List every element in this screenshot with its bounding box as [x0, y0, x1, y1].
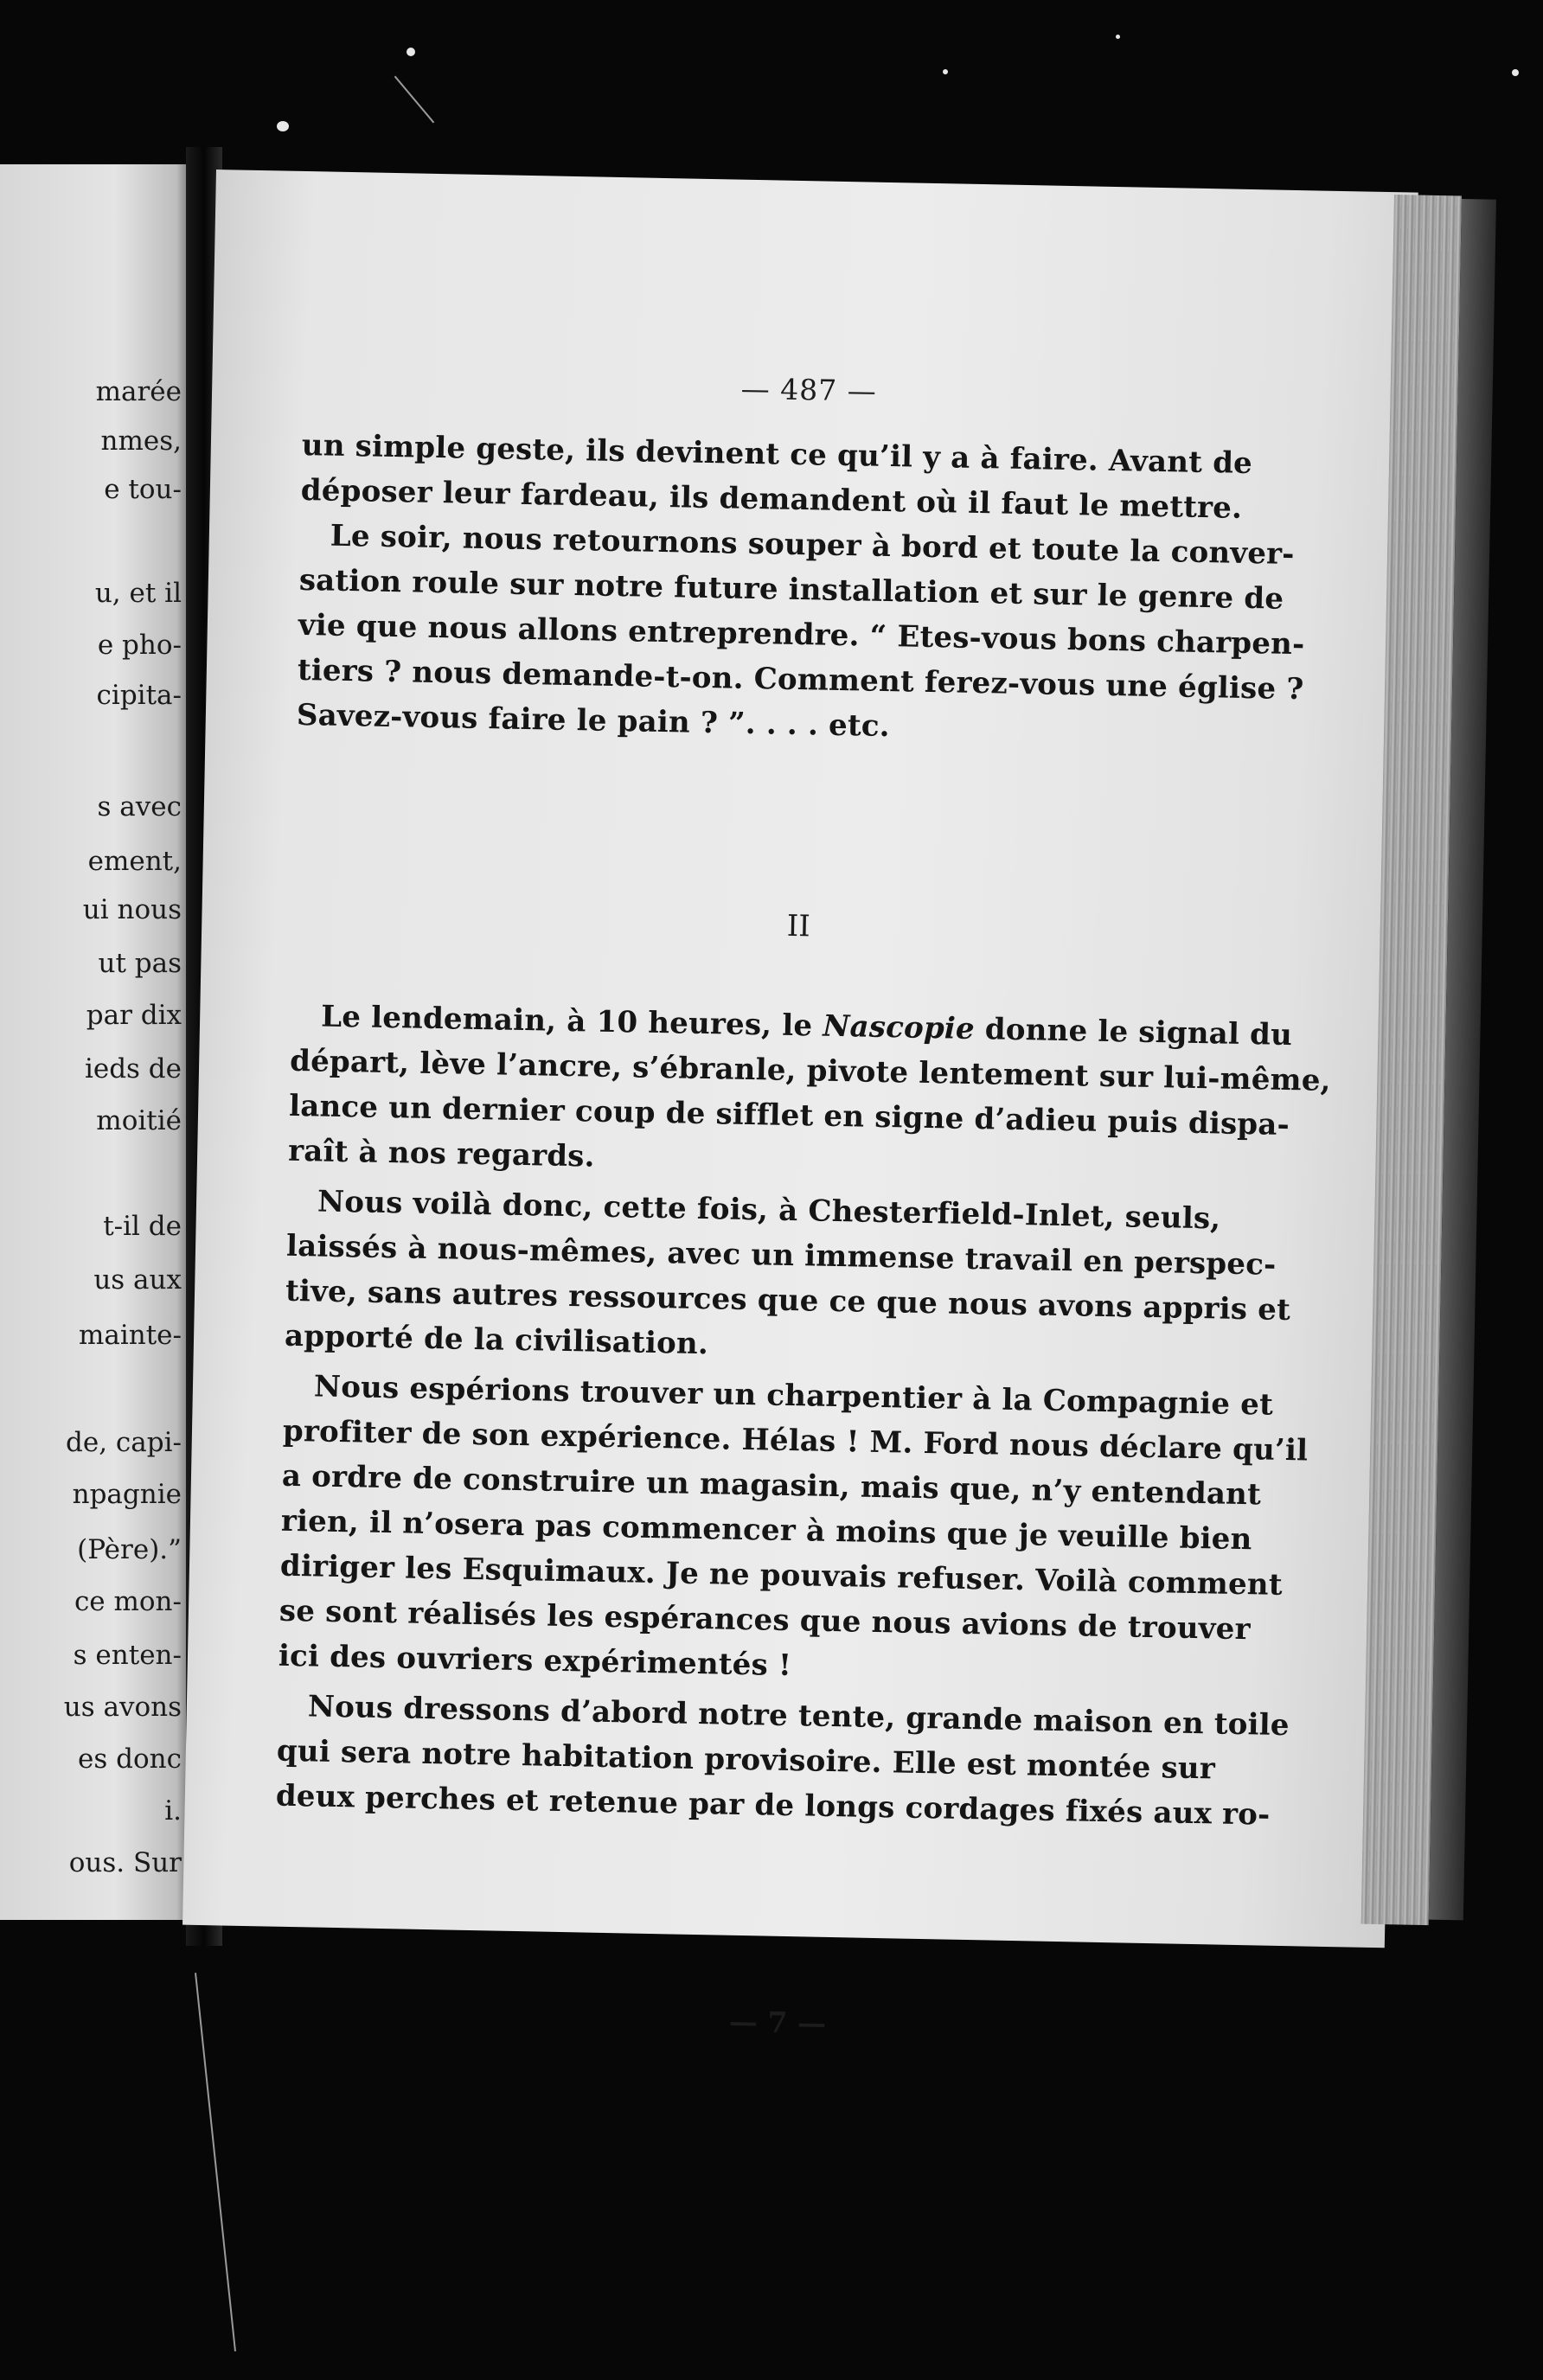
text-line: lance un dernier coup de sifflet en signe d’adieu puis dispa-	[288, 1088, 1290, 1143]
left-page-line: (Père).”	[77, 1534, 182, 1565]
text-line: qui sera notre habitation provisoire. Elle est montée sur	[276, 1733, 1216, 1787]
text-line: tive, sans autres ressources que ce que nous avons appris et	[285, 1273, 1291, 1328]
text-line: Nous dressons d’abord notre tente, grande maison en toile	[307, 1689, 1290, 1743]
left-page-line: npagnie	[72, 1479, 182, 1510]
text-line: se sont réalisés les espérances que nous avions de trouver	[279, 1593, 1252, 1647]
left-page-line: us aux	[93, 1264, 182, 1296]
text-line: un simple geste, ils devinent ce qu’il y a à faire. Avant de	[301, 427, 1253, 482]
text-line: rien, il n’osera pas commencer à moins que je veuille bien	[280, 1503, 1252, 1558]
dust-speck	[1116, 35, 1120, 39]
text-line: diriger les Esquimaux. Je ne pouvais refuser. Voilà comment	[279, 1548, 1284, 1603]
text-line: a ordre de construire un magasin, mais que, n’y entendant	[281, 1458, 1262, 1513]
text-line: apporté de la civilisation.	[284, 1318, 709, 1362]
text-line: départ, lève l’ancre, s’ébranle, pivote lentement sur lui-même,	[289, 1043, 1332, 1098]
ship-name: Nascopie	[822, 1008, 976, 1047]
dust-speck	[1512, 69, 1519, 76]
text-run: Le lendemain, à 10 heures, le	[320, 999, 823, 1044]
book-page	[182, 170, 1418, 2040]
left-page-line: s enten-	[73, 1640, 182, 1671]
left-page-line: de, capi-	[66, 1427, 182, 1458]
left-page-line: ce mon-	[74, 1586, 182, 1617]
dust-speck	[407, 48, 415, 56]
left-page-line: moitié	[96, 1105, 182, 1136]
text-line: Nous voilà donc, cette fois, à Chesterfield-Inlet, seuls,	[317, 1184, 1221, 1237]
left-page-line: ieds de	[84, 1053, 182, 1084]
dust-speck	[943, 69, 948, 74]
left-page-line: e tou-	[104, 474, 182, 505]
left-page-line: marée	[95, 376, 182, 407]
left-page-line: mainte-	[78, 1320, 182, 1351]
left-page-line: us avons	[63, 1692, 182, 1723]
left-page-line: es donc	[78, 1743, 182, 1775]
text-line: vie que nous allons entreprendre. “ Etes-vous bons charpen-	[298, 607, 1305, 662]
left-page-line: ous. Sur	[68, 1847, 182, 1878]
left-page-line: ement,	[87, 846, 182, 877]
text-line: déposer leur fardeau, ils demandent où il faut le mettre.	[300, 472, 1243, 526]
left-page-line: u, et il	[94, 578, 182, 609]
text-line: tiers ? nous demande-t-on. Comment ferez-vous une église ?	[297, 652, 1304, 707]
left-page-line: cipita-	[96, 680, 182, 711]
text-line: raît à nos regards.	[287, 1133, 596, 1174]
text-line: profiter de son expérience. Hélas ! M. Ford nous déclare qu’il	[282, 1413, 1309, 1468]
left-page-line: ut pas	[98, 948, 182, 979]
text-line: ici des ouvriers expérimentés !	[278, 1638, 792, 1684]
page-header-number: — 487 —	[740, 371, 878, 408]
left-page-line: e pho-	[97, 630, 182, 661]
left-page-line: s avec	[97, 791, 182, 822]
text-line: Nous espérions trouver un charpentier à la Compagnie et	[313, 1369, 1274, 1423]
left-page-fragment	[0, 164, 192, 1920]
left-page-line: par dix	[86, 1000, 182, 1031]
film-scratch	[394, 76, 435, 124]
text-line: deux perches et retenue par de longs cordages fixés aux ro-	[275, 1778, 1271, 1833]
section-heading: II	[786, 908, 811, 944]
film-scratch	[195, 1973, 236, 2351]
text-line: sation roule sur notre future installation et sur le genre de	[298, 562, 1284, 617]
left-page-line: i.	[164, 1795, 182, 1827]
text-line	[320, 999, 1293, 1053]
text-line: laissés à nous-mêmes, avec un immense travail en perspec-	[285, 1228, 1277, 1283]
text-line: Le soir, nous retournons souper à bord et toute la conver-	[330, 518, 1295, 573]
text-run: donne le signal du	[974, 1012, 1293, 1053]
left-page-line: ui nous	[82, 894, 182, 925]
text-line: Savez-vous faire le pain ? ”. . . . etc.	[296, 697, 891, 745]
left-page-line: t-il de	[103, 1211, 182, 1242]
left-page-line: nmes,	[100, 425, 182, 457]
page-footer-number: — 7 —	[728, 2004, 827, 2040]
dust-speck	[277, 121, 289, 131]
